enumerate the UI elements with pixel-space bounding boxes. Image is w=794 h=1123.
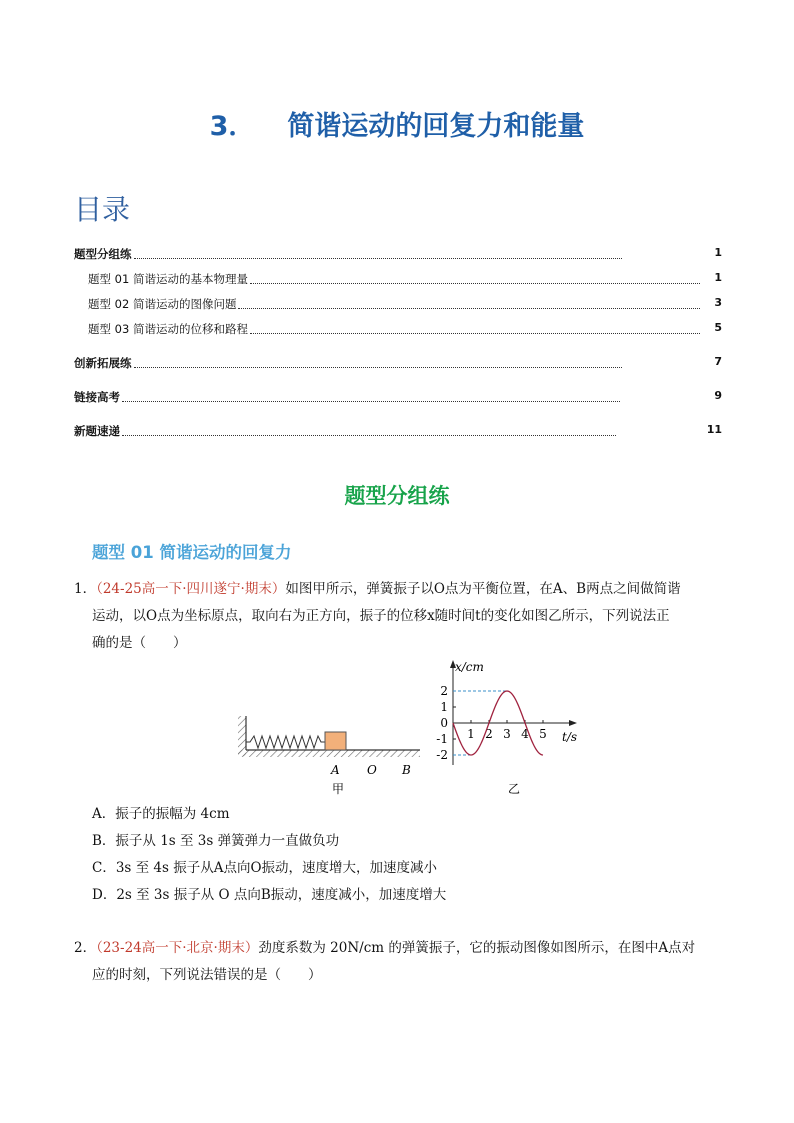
question-text: 运动，以O点为坐标原点，取向右为正方向，振子的位移x随时间t的变化如图乙所示，下列说法正 bbox=[92, 608, 670, 624]
label-b: B bbox=[402, 763, 411, 777]
x-axis-label: t/s bbox=[562, 730, 578, 744]
question-text: 应的时刻，下列说法错误的是（ ） bbox=[92, 967, 322, 983]
toc-heading: 目录 bbox=[74, 193, 131, 226]
toc-entry-label: 链接高考 bbox=[74, 390, 120, 404]
displacement-time-graph bbox=[420, 658, 590, 798]
spring-oscillator-figure bbox=[228, 700, 428, 800]
question-source: （23-24高一下·北京·期末） bbox=[96, 940, 259, 956]
toc-entry[interactable] bbox=[88, 321, 704, 337]
section-subtitle: 题型 01 简谐运动的回复力 bbox=[92, 543, 292, 562]
toc-entry-page: 1 bbox=[714, 246, 722, 259]
x-tick-label: 3 bbox=[503, 727, 511, 741]
question-1 bbox=[74, 576, 724, 657]
x-tick-label: 5 bbox=[539, 727, 547, 741]
y-tick-label: 0 bbox=[440, 716, 448, 730]
question-number: 1． bbox=[74, 581, 97, 597]
toc-entry[interactable] bbox=[74, 389, 624, 405]
x-axis-arrow bbox=[569, 720, 577, 726]
y-tick-label: 2 bbox=[440, 684, 448, 698]
block bbox=[325, 732, 346, 750]
y-tick-label: 1 bbox=[440, 700, 448, 714]
toc-entry-label: 题型 02 简谐运动的图像问题 bbox=[88, 297, 237, 311]
spring bbox=[246, 736, 325, 748]
floor-hatch bbox=[238, 750, 420, 757]
option-b[interactable]: B．振子从 1s 至 3s 弹簧弹力一直做负功 bbox=[92, 833, 340, 849]
toc-entry-page: 9 bbox=[714, 389, 722, 402]
question-text: 劲度系数为 20N/cm 的弹簧振子，它的振动图像如图所示，在图中A点对 bbox=[258, 940, 696, 956]
x-tick-label: 1 bbox=[467, 727, 475, 741]
question-text: 如图甲所示，弹簧振子以O点为平衡位置，在A、B两点之间做简谐 bbox=[285, 581, 681, 597]
question-number: 2． bbox=[74, 940, 97, 956]
question-2 bbox=[74, 935, 724, 989]
title-text: 简谐运动的回复力和能量 bbox=[287, 111, 585, 142]
toc-entry-page: 1 bbox=[714, 271, 722, 284]
toc-entry-page: 5 bbox=[714, 321, 722, 334]
toc-entry-label: 新题速递 bbox=[74, 424, 120, 438]
toc-entry[interactable] bbox=[88, 296, 704, 312]
option-d[interactable]: D．2s 至 3s 振子从 O 点向B振动，速度减小，加速度增大 bbox=[92, 887, 447, 903]
figure-caption: 乙 bbox=[508, 782, 521, 796]
label-a: A bbox=[331, 763, 340, 777]
figure-caption: 甲 bbox=[332, 782, 345, 796]
toc-leader bbox=[134, 366, 623, 368]
toc-entry-label: 题型 01 简谐运动的基本物理量 bbox=[88, 272, 248, 286]
option-c[interactable]: C．3s 至 4s 振子从A点向O振动，速度增大，加速度减小 bbox=[92, 860, 438, 876]
toc-entry-label: 创新拓展练 bbox=[74, 356, 132, 370]
toc-entry[interactable] bbox=[74, 423, 620, 439]
option-a[interactable]: A．振子的振幅为 4cm bbox=[92, 806, 230, 822]
toc-entry-label: 题型 03 简谐运动的位移和路程 bbox=[88, 322, 248, 336]
toc-leader bbox=[250, 282, 700, 284]
toc-leader bbox=[122, 400, 620, 402]
toc-leader bbox=[134, 257, 623, 259]
title-number: 3． bbox=[209, 111, 256, 142]
toc-leader bbox=[122, 434, 616, 436]
page-title bbox=[0, 104, 794, 143]
x-tick-label: 2 bbox=[485, 727, 493, 741]
y-tick-label: -2 bbox=[436, 748, 448, 762]
toc-entry-page: 7 bbox=[714, 355, 722, 368]
toc-leader bbox=[238, 307, 700, 309]
question-text: 确的是（ ） bbox=[92, 635, 187, 651]
y-tick-label: -1 bbox=[436, 732, 448, 746]
x-tick-label: 4 bbox=[521, 727, 529, 741]
label-o: O bbox=[367, 763, 377, 777]
question-source: （24-25高一下·四川遂宁·期末） bbox=[96, 581, 286, 597]
section-title: 题型分组练 bbox=[344, 484, 450, 508]
toc-entry[interactable] bbox=[74, 355, 626, 371]
toc-entry[interactable] bbox=[88, 271, 704, 287]
y-axis-label: x/cm bbox=[455, 660, 484, 674]
toc-entry[interactable] bbox=[74, 246, 626, 262]
toc-entry-page: 3 bbox=[714, 296, 722, 309]
toc-leader bbox=[250, 332, 700, 334]
toc-entry-label: 题型分组练 bbox=[74, 247, 132, 261]
toc-entry-page: 11 bbox=[706, 423, 722, 436]
